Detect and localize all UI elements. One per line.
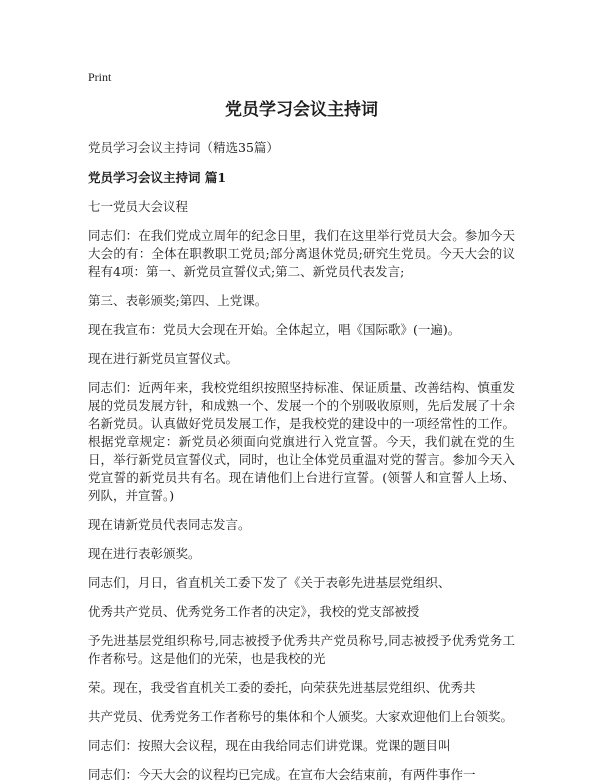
paragraph-closing: 同志们：今天大会的议程均已完成。在宣布大会结束前，有两件事作一 xyxy=(88,767,476,782)
paragraph-agenda-continued: 第三、表彰颁奖;第四、上党课。 xyxy=(88,293,268,308)
paragraph-representative-speech: 现在请新党员代表同志发言。 xyxy=(88,517,251,532)
paragraph-oath-ceremony: 现在进行新党员宣誓仪式。 xyxy=(88,351,239,366)
paragraph-agenda-title: 七一党员大会议程 xyxy=(88,199,189,214)
paragraph-commendation-5: 共产党员、优秀党务工作者称号的集体和个人颁奖。大家欢迎他们上台领奖。 xyxy=(88,709,514,724)
document-subtitle: 党员学习会议主持词（精选35篇） xyxy=(88,140,279,155)
paragraph-opening: 同志们：在我们党成立周年的纪念日里，我们在这里举行党员大会。参加今天大会的有：全体在职教职工党员;部分离退休党员;研究生党员。今天大会的议程有4项：第一、新党员宣誓仪式;第二、新党员代表发言; xyxy=(88,228,515,279)
document-title: 党员学习会议主持词 xyxy=(225,100,378,120)
paragraph-commendation-2: 优秀共产党员、优秀党务工作者的决定》，我校的党支部被授 xyxy=(88,604,420,619)
paragraph-member-development: 同志们：近两年来，我校党组织按照坚持标准、保证质量、改善结构、慎重发展的党员发展方针，和成熟一个、发展一个的个别吸收原则，先后发展了十余名新党员。认真做好党员发展工作，是我校党的建设中的一项经常性的工作。根据党章规定：新党员必须面向党旗进行入党宣誓。今天，我们就在党的生日，举行新党员宣誓仪式，同时，也让全体党员重温对党的誓言。参加今天入党宣誓的新党员共有名。现在请他们上台进行宣誓。(领誓人和宣誓人上场、列队，并宣誓。) xyxy=(88,380,515,503)
section-heading: 党员学习会议主持词 篇1 xyxy=(88,170,227,185)
paragraph-party-lecture: 同志们：按照大会议程，现在由我给同志们讲党课。党课的题目叫 xyxy=(88,738,451,753)
paragraph-meeting-start: 现在我宣布：党员大会现在开始。全体起立，唱《国际歌》(一遍)。 xyxy=(88,322,461,337)
paragraph-awards: 现在进行表彰颁奖。 xyxy=(88,546,201,561)
paragraph-commendation-3: 予先进基层党组织称号,同志被授予优秀共产党员称号,同志被授予优秀党务工作者称号。这是他们的光荣，也是我校的光 xyxy=(88,633,515,666)
paragraph-commendation-1: 同志们，月日，省直机关工委下发了《关于表彰先进基层党组织、 xyxy=(88,575,451,590)
paragraph-commendation-4: 荣。现在，我受省直机关工委的委托，向荣获先进基层党组织、优秀共 xyxy=(88,680,476,695)
print-link[interactable]: Print xyxy=(88,70,112,84)
